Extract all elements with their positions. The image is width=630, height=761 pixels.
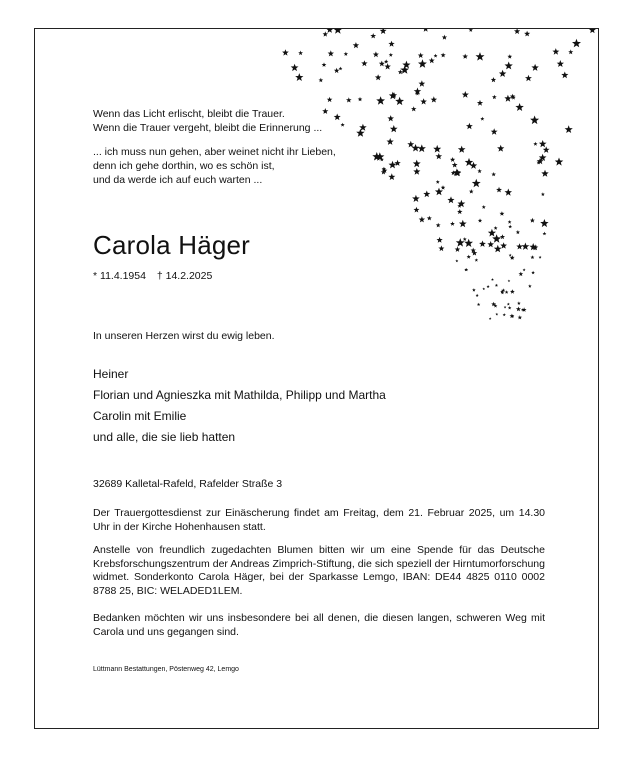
star-icon [528,284,532,287]
family-address: 32689 Kalletal-Rafeld, Rafelder Straße 3 [93,478,283,490]
star-icon [326,29,333,33]
star-icon [476,294,479,297]
star-icon [319,78,324,83]
star-icon [539,256,542,259]
star-icon [388,41,394,47]
star-icon [423,191,430,198]
star-icon [333,29,342,34]
star-icon [491,172,496,176]
star-icon [441,53,446,58]
star-icon [358,97,363,101]
star-icon [420,98,427,104]
star-icon [505,189,513,196]
star-icon [531,271,535,274]
star-icon [298,51,303,56]
star-icon [552,48,559,55]
star-icon [480,117,484,121]
star-icon [433,145,441,153]
star-icon [488,229,496,237]
star-icon [346,97,352,102]
star-icon [540,219,548,227]
star-icon [515,103,523,111]
star-icon [516,230,520,234]
star-icon [508,306,512,309]
star-icon [327,97,333,102]
star-icon [418,53,424,59]
star-icon [344,52,349,56]
star-icon [510,289,515,294]
star-icon [505,62,513,70]
star-icon [412,195,420,202]
star-icon [384,63,391,69]
star-icon [489,317,492,320]
star-icon [450,157,455,162]
star-icon [491,128,498,135]
star-icon [387,115,394,121]
star-icon [282,49,289,55]
poem-line: denn ich gehe dorthin, wo es schön ist, [93,160,275,172]
star-icon [389,53,393,57]
donation-info: Anstelle von freundlich zugedachten Blumen bitten wir um eine Spende für das Deutsche Krebsforschungszentrum der Andreas Zimprich-Stiftung, die sich speziell der Hirntumorforschung widmet. Sonderkonto Carola Häger, bei der Sparkasse Lemgo, IBAN: DE44 4825 0110 0002 8788 25, BIC: WELADED1LEM. [93,544,545,597]
star-icon [456,238,465,247]
star-icon [447,196,454,203]
star-icon [291,64,299,71]
star-icon [477,100,483,106]
star-icon [438,245,444,251]
star-icon [477,169,481,173]
star-icon [437,237,443,243]
star-icon [487,285,490,288]
star-icon [427,216,432,221]
star-icon [431,96,438,102]
star-icon [495,313,498,316]
star-icon [500,242,507,248]
star-icon [517,301,521,305]
star-icon [555,158,564,166]
star-icon [530,218,535,223]
star-icon [494,226,498,230]
star-icon [419,216,425,222]
thanks-text: Bedanken möchten wir uns insbesondere bei all denen, die diesen langen, schweren Weg mit Carola und uns gegangen sind. [93,612,545,638]
star-icon [508,220,512,224]
star-icon [452,162,458,168]
star-icon [361,60,367,66]
star-icon [413,168,420,175]
star-icon [487,241,494,247]
poem-stanza-2 [93,145,336,187]
star-icon [505,290,509,294]
star-icon [353,42,359,48]
star-icon [541,170,548,177]
star-icon [370,33,376,38]
star-icon [339,67,343,71]
star-icon [543,146,550,153]
star-icon [387,138,394,145]
star-icon [458,146,466,153]
star-icon [413,160,421,168]
star-icon [472,288,476,292]
mourner-line: Heiner [93,367,129,381]
star-icon [523,268,526,271]
star-icon [491,77,496,82]
star-icon [589,29,596,33]
star-icon [376,96,385,104]
star-icon [472,179,481,187]
star-icon [441,185,446,189]
star-icon [356,129,365,137]
star-icon [418,144,426,152]
life-dates [93,269,220,283]
star-icon [435,188,443,196]
star-icon [508,225,512,229]
star-icon [322,62,327,67]
star-icon [503,313,506,316]
star-icon [530,116,539,125]
mourners-list [93,364,386,448]
death-date: † 14.2.2025 [156,270,213,282]
star-icon [419,80,426,86]
star-icon [525,75,532,82]
star-icon [514,29,520,34]
star-icon [522,243,530,250]
star-icon [491,278,494,281]
star-icon [543,232,547,236]
star-icon [539,140,547,147]
star-icon [295,73,303,81]
star-icon [494,245,502,253]
birth-date: * 11.4.1954 [93,270,146,282]
star-icon [568,49,573,54]
star-icon [492,95,497,99]
star-icon [328,50,334,56]
star-icon [507,303,510,306]
star-icon [516,307,521,312]
poem-line: und da werde ich auf euch warten ... [93,174,263,186]
poem-stanza-1 [93,107,336,135]
star-icon [504,306,507,309]
star-icon [477,303,480,306]
star-icon [429,58,435,64]
star-icon [476,52,485,61]
star-icon [373,51,379,57]
motto: In unseren Herzen wirst du ewig leben. [93,330,275,342]
star-icon [478,218,482,222]
star-icon [500,234,505,239]
star-icon [379,61,385,67]
star-icon [497,145,504,152]
mourner-line: und alle, die sie lieb hatten [93,430,236,444]
star-icon [572,39,581,48]
star-icon [475,258,479,262]
star-icon [462,54,468,59]
star-icon [500,211,505,216]
star-icon [479,241,486,247]
service-info: Der Trauergottesdienst zur Einäscherung findet am Freitag, dem 21. Februar 2025, um 14.30 Uhr in der Kirche Hohenhausen statt. [93,507,545,533]
star-icon [531,64,538,71]
star-icon [457,209,462,214]
star-icon [524,31,530,37]
star-icon [496,187,502,193]
star-icon [530,255,534,259]
star-icon [380,29,387,34]
star-icon [436,180,440,184]
star-icon [508,280,511,283]
star-icon [463,237,467,241]
star-icon [435,153,442,159]
star-icon [341,123,345,127]
poem-line: ... ich muss nun gehen, aber weinet nicht ihr Lieben, [93,146,336,158]
star-icon [402,61,410,69]
star-icon [499,70,507,77]
star-icon [423,29,429,32]
deceased-name: Carola Häger [93,230,251,260]
star-icon [455,247,461,252]
mourner-line: Florian und Agnieszka mit Mathilda, Philipp und Martha [93,388,386,402]
star-icon [482,205,486,209]
star-icon [518,315,523,319]
star-icon [442,35,447,40]
star-icon [407,141,414,148]
star-icon [557,60,564,67]
star-icon [323,31,328,36]
poem [93,107,336,197]
star-icon [465,268,469,271]
star-icon [389,161,397,169]
star-icon [541,192,545,196]
star-icon [388,173,395,180]
star-icon [561,72,568,79]
star-icon [394,160,400,166]
star-icon [466,123,473,130]
star-icon [436,223,441,228]
star-icon [418,59,427,68]
star-icon [375,74,381,80]
star-icon [469,29,473,32]
star-icon [495,284,498,287]
star-icon [334,68,340,73]
star-icon [459,220,467,227]
star-icon [533,142,537,146]
star-icon [519,272,524,277]
star-icon [450,221,455,225]
poem-line: Wenn das Licht erlischt, bleibt die Trauer. [93,108,285,120]
obituary-notice [34,28,599,729]
star-icon [414,207,420,213]
star-icon [509,254,512,257]
star-icon [390,125,398,132]
star-icon [482,288,485,291]
star-icon [462,91,469,98]
star-icon [565,125,573,133]
star-icon [507,54,512,58]
poem-line: Wenn die Trauer vergeht, bleibt die Erinnerung ... [93,122,323,134]
star-icon [469,189,474,194]
funeral-home-footer: Lüttmann Bestattungen, Pöstenweg 42, Lemgo [93,666,239,673]
star-icon [434,54,438,58]
star-icon [516,243,523,249]
star-icon [395,97,404,105]
star-icon [467,255,471,259]
star-icon [455,259,458,262]
star-icon [411,106,417,111]
mourner-line: Carolin mit Emilie [93,409,187,423]
